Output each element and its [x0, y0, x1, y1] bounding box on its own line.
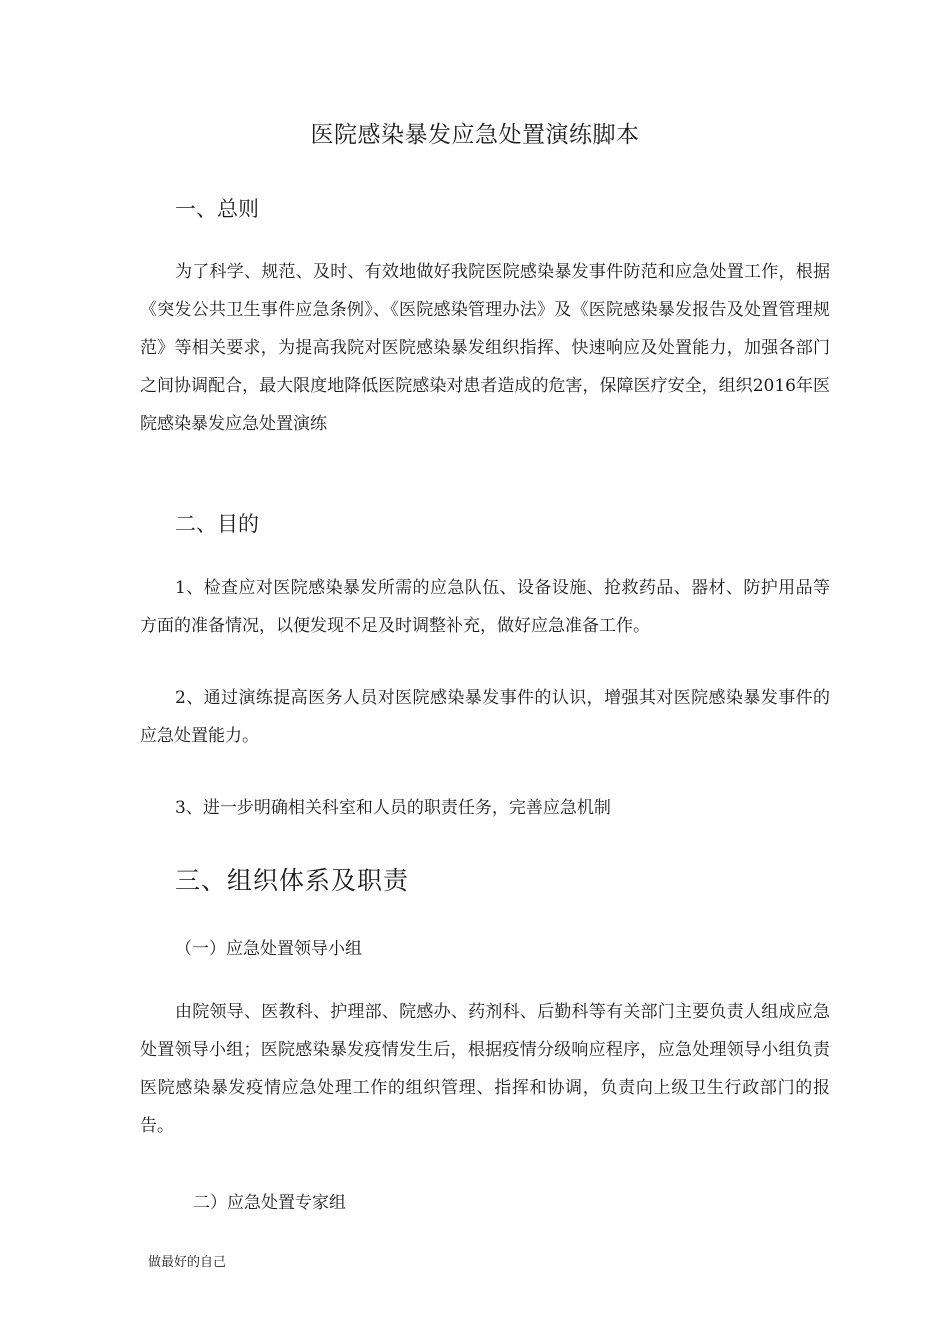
paragraph-leadership-group: 由院领导、医教科、护理部、院感办、药剂科、后勤科等有关部门主要负责人组成应急处置领导小组；医院感染暴发疫情发生后，根据疫情分级响应程序，应急处理领导小组负责医院感染暴发疫情应急处理工作的组织管理、指挥和协调，负责向上级卫生行政部门的报告。	[140, 1002, 830, 1136]
section-heading-purpose: 二、目的	[175, 512, 259, 536]
section-heading-general: 一、总则	[175, 197, 259, 221]
purpose-item-3: 3、进一步明确相关科室和人员的职责任务，完善应急机制	[175, 798, 611, 818]
document-title: 医院感染暴发应急处置演练脚本	[310, 122, 640, 148]
purpose-item-2: 2、通过演练提高医务人员对医院感染暴发事件的认识，增强其对医院感染暴发事件的应急处置能力。	[140, 688, 830, 746]
subheading-expert-group: 二）应急处置专家组	[193, 1193, 346, 1213]
paragraph-general: 为了科学、规范、及时、有效地做好我院医院感染暴发事件防范和应急处置工作，根据《突发公共卫生事件应急条例》、《医院感染管理办法》及《医院感染暴发报告及处置管理规范》等相关要求，为提高我院对医院感染暴发组织指挥、快速响应及处置能力，加强各部门之间协调配合，最大限度地降低医院感染对患者造成的危害，保障医疗安全，组织2016年医院感染暴发应急处置演练	[140, 262, 830, 434]
purpose-item-1: 1、检查应对医院感染暴发所需的应急队伍、设备设施、抢救药品、器材、防护用品等方面的准备情况，以便发现不足及时调整补充，做好应急准备工作。	[140, 578, 830, 636]
footer-motto: 做最好的自己	[148, 1255, 227, 1270]
subheading-leadership-group: （一）应急处置领导小组	[175, 939, 362, 959]
section-heading-organization: 三、组织体系及职责	[175, 866, 410, 895]
